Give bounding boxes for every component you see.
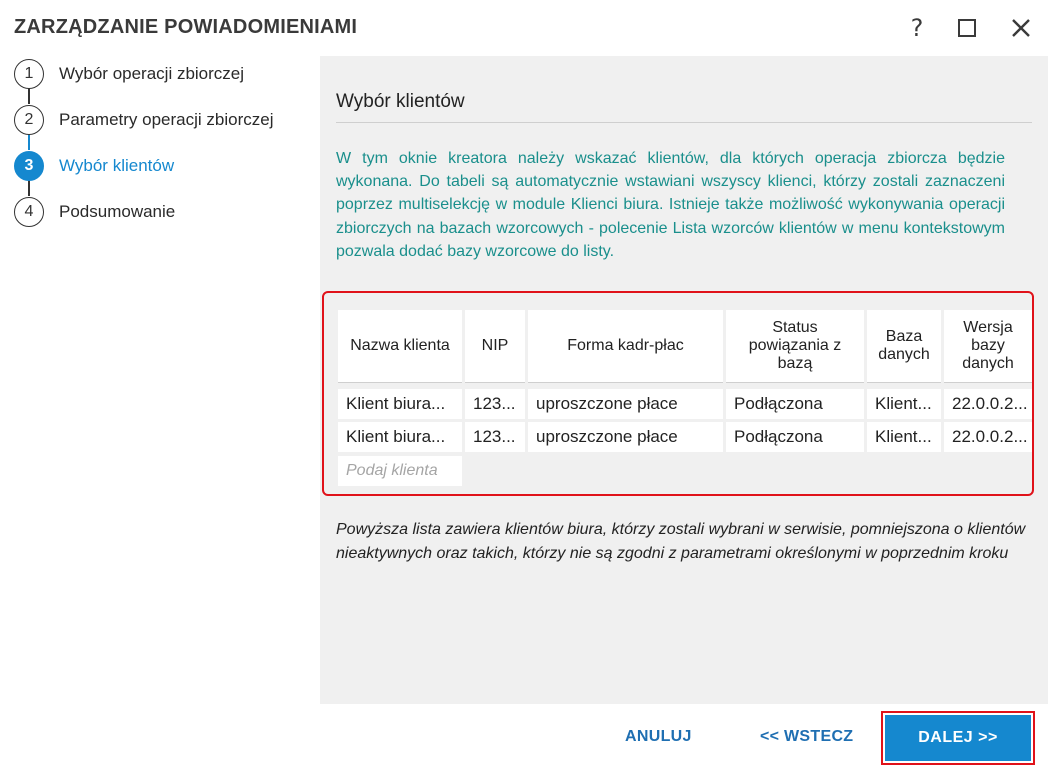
section-title: Wybór klientów <box>336 91 465 112</box>
step-number: 1 <box>14 59 44 89</box>
cancel-button[interactable]: ANULUJ <box>625 728 692 745</box>
info-text: W tym oknie kreatora należy wskazać klientów, dla których operacja zbiorcza będzie wykonana. Do tabeli są automatycznie wstawiani wszyscy klienci, którzy zostali zaznaczeni poprzez multiselekcję w module Klienci biura. Istnieje także możliwość wykonywania operacji zbiorczych na bazach wzorcowych - polecenie Lista wzorców klientów w menu kontekstowym pozwala dodać bazy wzorcowe do listy. <box>336 150 1005 260</box>
table-cell[interactable]: Klient... <box>867 389 941 419</box>
title-bar <box>0 0 1048 56</box>
step-connector <box>28 134 30 150</box>
section-divider <box>336 122 1032 123</box>
maximize-icon <box>958 19 976 37</box>
table-cell[interactable]: uproszczone płace <box>528 422 723 452</box>
step-label: Wybór operacji zbiorczej <box>59 64 245 83</box>
step-2[interactable] <box>14 105 273 135</box>
next-button-highlight <box>881 711 1035 765</box>
step-number: 4 <box>14 197 44 227</box>
step-number: 3 <box>14 151 44 181</box>
step-4[interactable] <box>14 197 175 227</box>
column-header-hr-form[interactable]: Forma kadr-płac <box>528 310 723 383</box>
table-cell[interactable]: Podłączona <box>726 389 864 419</box>
table-cell[interactable]: 22.0.0.2... <box>944 422 1032 452</box>
step-connector <box>28 180 30 196</box>
table-cell[interactable]: Podłączona <box>726 422 864 452</box>
maximize-button[interactable] <box>952 12 982 44</box>
column-header-client-name[interactable]: Nazwa klienta <box>338 310 462 383</box>
step-label: Parametry operacji zbiorczej <box>59 110 274 129</box>
help-button[interactable] <box>902 12 932 44</box>
table-cell[interactable]: 22.0.0.2... <box>944 389 1032 419</box>
back-button[interactable]: << WSTECZ <box>760 728 854 745</box>
close-icon <box>1011 18 1031 38</box>
step-label: Podsumowanie <box>59 202 176 221</box>
wizard-footer <box>0 704 1048 766</box>
step-connector <box>28 88 30 104</box>
table-cell[interactable]: Klient biura... <box>338 389 462 419</box>
help-icon: ? <box>910 14 924 42</box>
table-cell[interactable]: Klient biura... <box>338 422 462 452</box>
close-button[interactable] <box>1006 12 1036 44</box>
table-cell[interactable]: 123... <box>465 422 525 452</box>
window-title: ZARZĄDZANIE POWIADOMIENIAMI <box>14 16 358 38</box>
table-cell[interactable]: Klient... <box>867 422 941 452</box>
column-header-nip[interactable]: NIP <box>465 310 525 383</box>
step-1[interactable] <box>14 59 244 89</box>
table-note: Powyższa lista zawiera klientów biura, którzy zostali wybrani w serwisie, pomniejszona o klientów nieaktywnych oraz takich, którzy nie są zgodni z parametrami określonymi w poprzednim kroku <box>336 521 1026 562</box>
main-panel <box>320 56 1048 704</box>
next-button[interactable]: DALEJ >> <box>885 715 1031 761</box>
column-header-db-version[interactable]: Wersja bazy danych <box>944 310 1032 383</box>
table-cell[interactable]: uproszczone płace <box>528 389 723 419</box>
column-header-database[interactable]: Baza danych <box>867 310 941 383</box>
step-3[interactable] <box>14 151 174 181</box>
step-label: Wybór klientów <box>59 156 175 175</box>
step-number: 2 <box>14 105 44 135</box>
add-client-input[interactable] <box>338 456 462 486</box>
table-cell[interactable]: 123... <box>465 389 525 419</box>
wizard-steps <box>0 56 320 766</box>
column-header-link-status[interactable]: Status powiązania z bazą <box>726 310 864 383</box>
